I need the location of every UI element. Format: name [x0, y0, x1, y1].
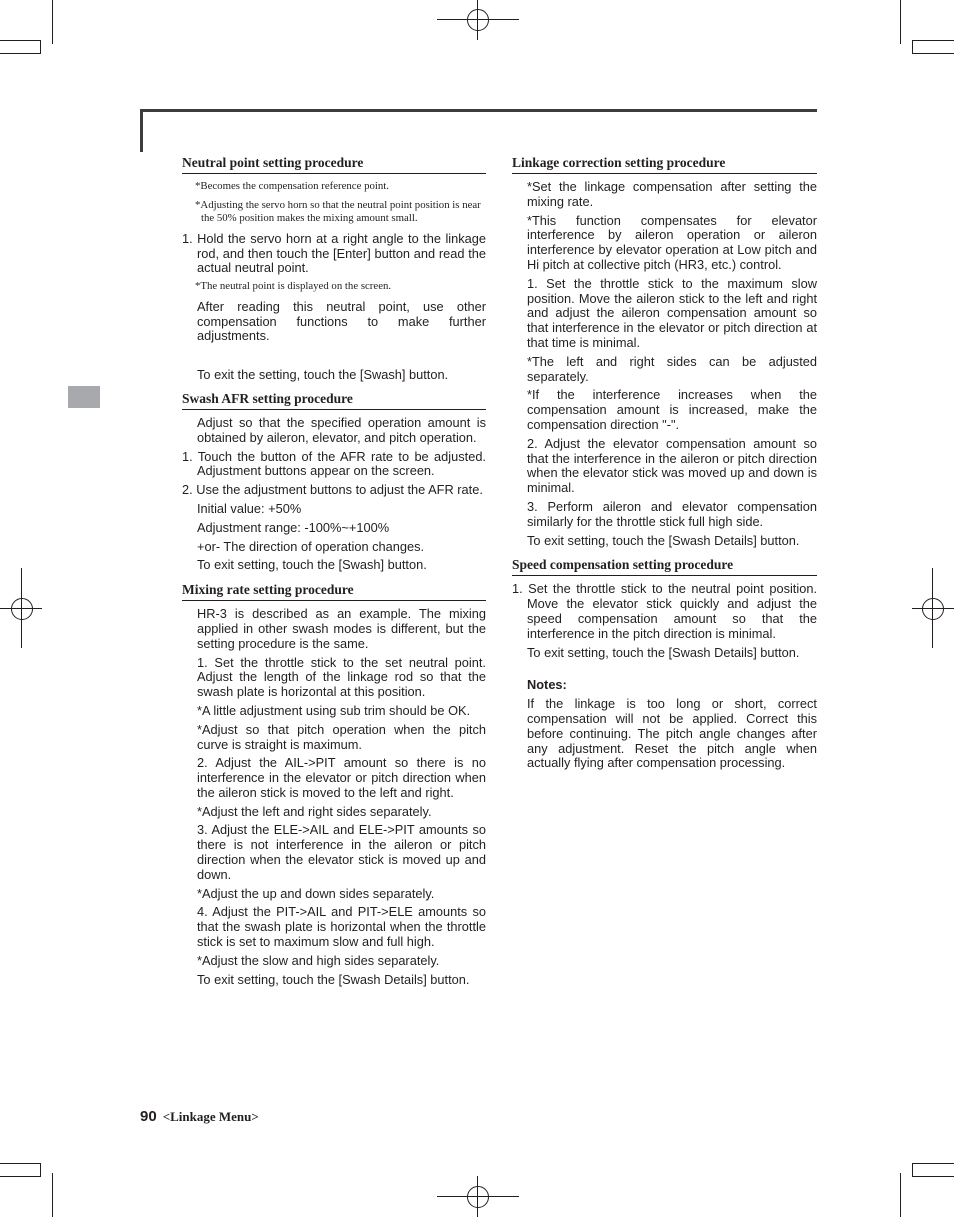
exit-instruction: To exit setting, touch the [Swash Details] button. — [527, 532, 800, 548]
paragraph: Adjust so that the specified operation amount is obtained by aileron, elevator, and pitch operation. — [197, 414, 486, 445]
right-column — [512, 155, 817, 775]
note: *Adjust the slow and high sides separately. — [197, 952, 440, 968]
chapter-tab — [68, 386, 100, 408]
note: *Set the linkage compensation after setting the mixing rate. — [527, 179, 817, 209]
section-title: Linkage correction setting procedure — [512, 155, 817, 174]
section-title: Neutral point setting procedure — [182, 155, 486, 174]
step: 4. Adjust the PIT->AIL and PIT->ELE amounts so that the swash plate is horizontal when the throttle stick is set to maximum slow and full high. — [197, 904, 486, 950]
section-notes — [512, 678, 817, 771]
step: 1. Set the throttle stick to the set neutral point. Adjust the length of the linkage rod so that the swash plate is horizontal at this position. — [197, 654, 486, 700]
step: 3. Adjust the ELE->AIL and ELE->PIT amounts so there is not interference in the aileron or pitch direction when the elevator stick is moved up and down. — [197, 822, 486, 882]
note: *Adjusting the servo horn so that the neutral point position is near the 50% position makes the mixing amount small. — [195, 198, 481, 225]
section-swash-afr — [182, 391, 486, 573]
step: 3. Perform aileron and elevator compensation similarly for the throttle stick full high side. — [527, 498, 817, 529]
paragraph: HR-3 is described as an example. The mixing applied in other swash modes is different, but the setting procedure is the same. — [197, 606, 486, 651]
note: *Adjust the left and right sides separately. — [197, 803, 432, 819]
notes-title: Notes: — [527, 677, 567, 693]
step: 2. Adjust the elevator compensation amount so that the interference in the aileron or pitch direction when the elevator stick was moved up and down is minimal. — [527, 435, 817, 496]
adjustment-range: Adjustment range: -100%~+100% — [197, 519, 390, 535]
header-rule — [140, 109, 817, 112]
note: *The neutral point is displayed on the screen. — [195, 280, 392, 293]
note: *Becomes the compensation reference point. — [195, 180, 389, 192]
section-linkage-correction — [512, 155, 817, 548]
step: 1. Touch the button of the AFR rate to be adjusted. Adjustment buttons appear on the screen. — [182, 448, 486, 479]
section-title: Mixing rate setting procedure — [182, 582, 486, 601]
section-title: Swash AFR setting procedure — [182, 391, 486, 410]
paragraph: +or- The direction of operation changes. — [197, 538, 425, 554]
step: 1. Hold the servo horn at a right angle to the linkage rod, and then touch the [Enter] button and read the actual neutral point. — [182, 230, 486, 276]
initial-value: Initial value: +50% — [197, 500, 302, 516]
page-footer — [140, 1108, 259, 1126]
note: *If the interference increases when the compensation amount is increased, make the compensation direction "-". — [527, 387, 817, 432]
note: *A little adjustment using sub trim should be OK. — [197, 702, 471, 718]
note: *The left and right sides can be adjusted separately. — [527, 353, 817, 384]
exit-instruction: To exit setting, touch the [Swash Details] button. — [197, 971, 470, 987]
section-title: Speed compensation setting procedure — [512, 557, 817, 576]
page-number: 90 — [140, 1108, 157, 1125]
section-mixing-rate — [182, 582, 486, 987]
left-column — [182, 155, 486, 991]
exit-instruction: To exit setting, touch the [Swash] button. — [197, 557, 427, 573]
notes-text: If the linkage is too long or short, correct compensation will not be applied. Correct this before continuing. The pitch angle changes after any adjustment. Reset the pitch angle when actually flying after compensation processing. — [527, 696, 817, 771]
note: *Adjust the up and down sides separately. — [197, 885, 435, 901]
step: 1. Set the throttle stick to the neutral point position. Move the elevator stick quickly and adjust the speed compensation amount so that the interference in the pitch direction is minimal. — [512, 581, 817, 641]
header-rule-vertical — [140, 109, 143, 152]
step: 2. Use the adjustment buttons to adjust the AFR rate. — [182, 482, 483, 498]
footer-label: <Linkage Menu> — [162, 1109, 259, 1124]
exit-instruction: To exit the setting, touch the [Swash] button. — [197, 367, 449, 383]
note: *This function compensates for elevator interference by aileron operation or aileron interference by elevator operation at Low pitch and Hi pitch at collective pitch (HR3, etc.) control. — [527, 212, 817, 272]
step: 1. Set the throttle stick to the maximum slow position. Move the aileron stick to the left and right and adjust the aileron compensation amount so that interference in the elevator or pitch direction at that time is minimal. — [527, 275, 817, 350]
step: 2. Adjust the AIL->PIT amount so there is no interference in the elevator or pitch direction when the aileron stick is moved to the left and right. — [197, 755, 486, 800]
section-neutral-point — [182, 155, 486, 383]
note: *Adjust so that pitch operation when the pitch curve is straight is maximum. — [197, 721, 486, 752]
section-speed-compensation — [512, 557, 817, 660]
paragraph: After reading this neutral point, use other compensation functions to make further adjustments. — [197, 298, 486, 344]
exit-instruction: To exit setting, touch the [Swash Details] button. — [527, 644, 800, 660]
